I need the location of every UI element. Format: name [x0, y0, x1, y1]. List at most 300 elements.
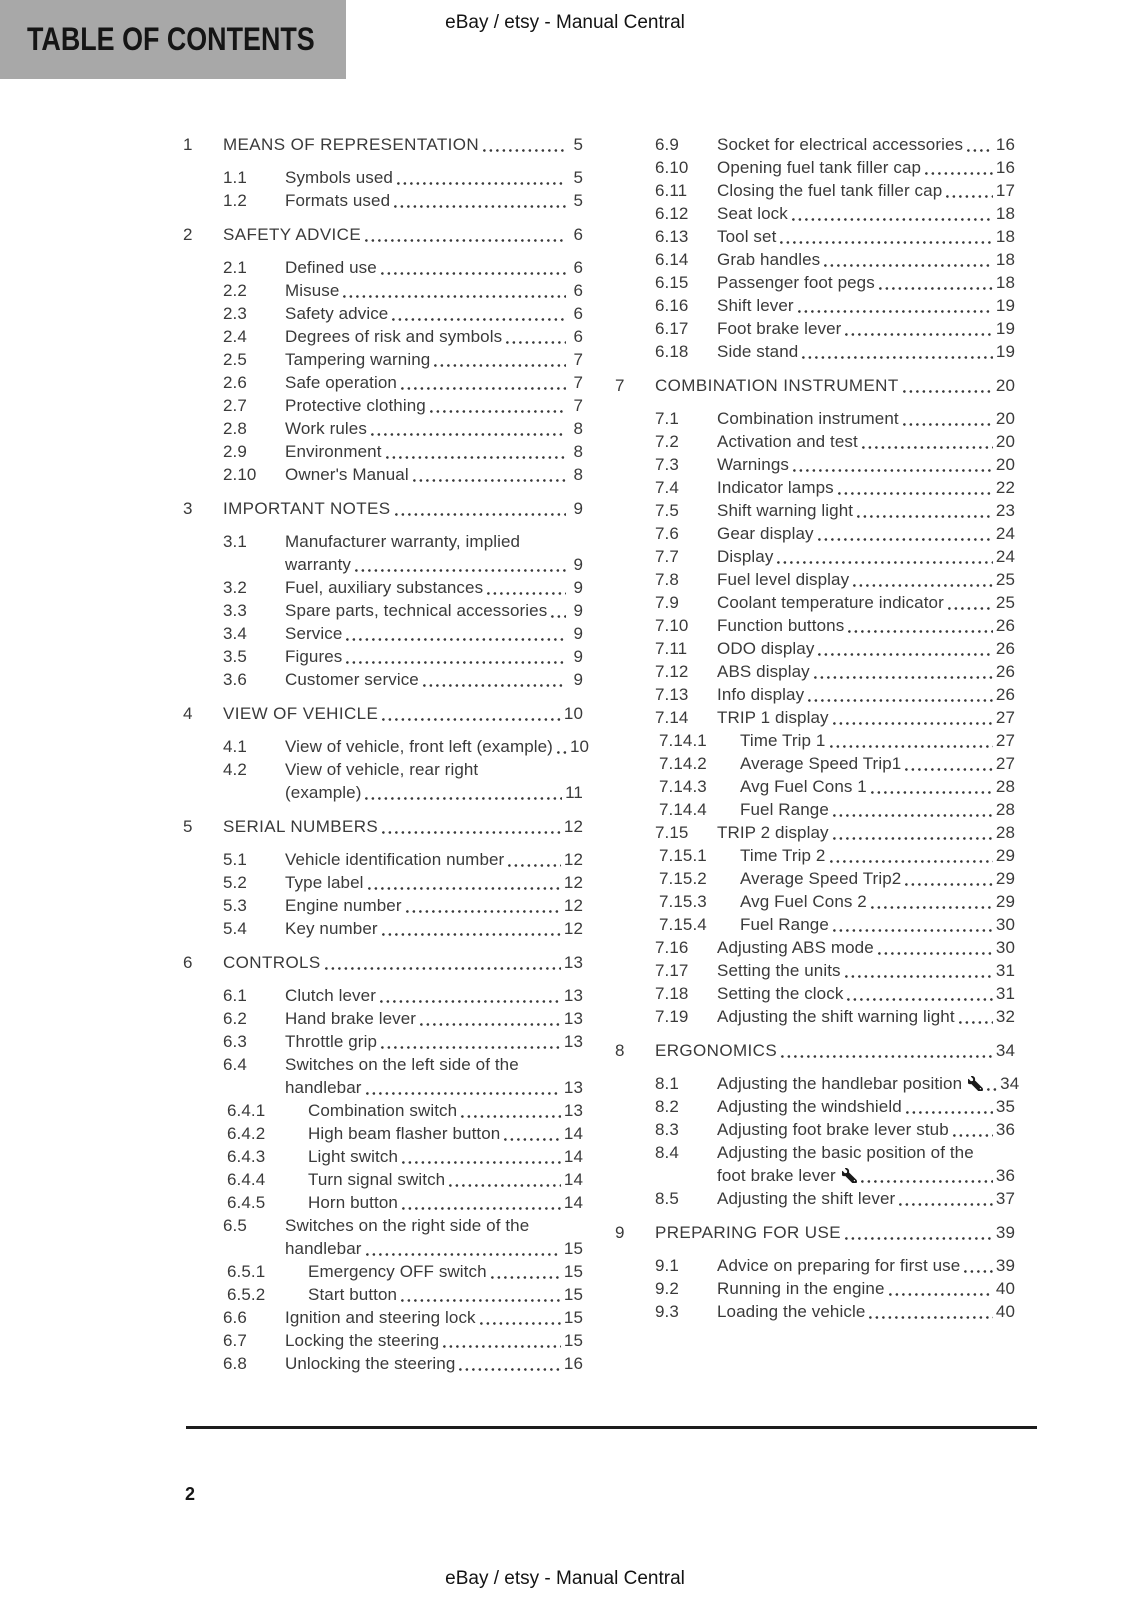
- toc-entry: [183, 1214, 583, 1260]
- toc-column-left: [183, 133, 590, 1375]
- toc-entry-number: 8: [615, 1041, 625, 1060]
- toc-entry-page: 11: [565, 783, 583, 802]
- toc-entry: [615, 1118, 1015, 1141]
- toc-entry-number: 6.4.1: [227, 1101, 266, 1120]
- toc-entry: [615, 407, 1015, 430]
- dot-leader: [459, 1368, 560, 1371]
- dot-leader: [808, 699, 993, 702]
- toc-entry-page: 8: [573, 419, 583, 438]
- toc-entry: [615, 499, 1015, 522]
- toc-entry-title: Time Trip 1: [740, 731, 826, 750]
- dot-leader: [382, 831, 561, 834]
- toc-entry-page: 34: [995, 1041, 1015, 1060]
- toc-entry-page: 36: [995, 1120, 1015, 1139]
- dot-leader: [845, 975, 993, 978]
- toc-entry: [183, 1329, 583, 1352]
- toc-entry-page: 28: [995, 777, 1015, 796]
- toc-entry-title: Figures: [285, 647, 343, 666]
- toc-entry-title: Combination switch: [308, 1101, 458, 1120]
- toc-entry-number: 7.15.2: [659, 869, 707, 888]
- dot-leader: [830, 860, 993, 863]
- toc-entry-title: Locking the steering: [285, 1331, 440, 1350]
- toc-entry-number: 3.3: [223, 601, 247, 620]
- toc-entry-number: 7.11: [655, 639, 688, 658]
- toc-entry-number: 7.2: [655, 432, 679, 451]
- toc-entry-title: Opening fuel tank filler cap: [717, 158, 922, 177]
- toc-entry-page: 9: [573, 670, 583, 689]
- toc-entry-title: Adjusting the basic position of the: [717, 1143, 974, 1162]
- toc-entry-page: 13: [563, 1009, 583, 1028]
- toc-entry-number: 6.17: [655, 319, 689, 338]
- toc-entry: [615, 1254, 1015, 1277]
- toc-entry: [183, 758, 583, 804]
- dot-leader: [833, 837, 993, 840]
- toc-entry-title: Adjusting the shift lever: [717, 1189, 896, 1208]
- toc-entry-number: 4.1: [223, 737, 247, 756]
- dot-leader: [878, 952, 993, 955]
- toc-entry-title: Misuse: [285, 281, 340, 300]
- dot-leader: [366, 1092, 561, 1095]
- toc-entry: [183, 917, 583, 940]
- toc-entry: [615, 340, 1015, 363]
- toc-entry-title: Switches on the right side of the: [285, 1216, 530, 1235]
- dot-leader: [857, 515, 993, 518]
- toc-entry-title: Advice on preparing for first use: [717, 1256, 961, 1275]
- dot-leader: [366, 1253, 561, 1256]
- toc-entry: [615, 890, 1015, 913]
- toc-entry-page: 13: [563, 1101, 583, 1120]
- toc-entry-number: 6.3: [223, 1032, 247, 1051]
- toc-entry-page: 9: [573, 601, 583, 620]
- toc-entry-page: 19: [995, 319, 1015, 338]
- toc-entry-number: 9.2: [655, 1279, 679, 1298]
- toc-entry-number: 5.3: [223, 896, 247, 915]
- toc-entry-page: 15: [563, 1331, 583, 1350]
- toc-entry-number: 7.14.2: [659, 754, 707, 773]
- toc-entry-title: Seat lock: [717, 204, 788, 223]
- toc-entry-page: 12: [563, 817, 583, 836]
- toc-entry-title: Display: [717, 547, 774, 566]
- dot-leader: [833, 722, 993, 725]
- toc-entry-title: Degrees of risk and symbols: [285, 327, 503, 346]
- toc-entry-title: Average Speed Trip1: [740, 754, 902, 773]
- toc-entry-title: Socket for electrical accessories: [717, 135, 964, 154]
- toc-entry: [183, 1168, 583, 1191]
- toc-entry-page: 13: [563, 1078, 583, 1097]
- toc-entry-page: 40: [995, 1302, 1015, 1321]
- dot-leader: [401, 387, 566, 390]
- toc-entry: [615, 1221, 1015, 1244]
- toc-entry-title: IMPORTANT NOTES: [223, 499, 391, 518]
- toc-entry-number: 9.3: [655, 1302, 679, 1321]
- dot-leader: [780, 241, 993, 244]
- toc-entry-page: 5: [573, 191, 583, 210]
- toc-entry-number: 8.1: [655, 1074, 679, 1093]
- toc-entry-page: 20: [995, 455, 1015, 474]
- toc-entry-number: 7.13: [655, 685, 689, 704]
- toc-entry-number: 8.2: [655, 1097, 679, 1116]
- toc-entry-number: 7.17: [655, 961, 689, 980]
- toc-entry: [183, 189, 583, 212]
- toc-entry-page: 39: [995, 1256, 1015, 1275]
- toc-entry-page: 10: [569, 737, 590, 756]
- toc-entry-title: Fuel Range: [740, 800, 829, 819]
- toc-entry-number: 7.3: [655, 455, 679, 474]
- toc-entry-title: Start button: [308, 1285, 398, 1304]
- toc-entry: [183, 497, 583, 520]
- toc-entry-number: 8.3: [655, 1120, 679, 1139]
- toc-entry-title: Work rules: [285, 419, 367, 438]
- dot-leader: [889, 1293, 993, 1296]
- toc-entry-page: 7: [573, 396, 583, 415]
- toc-entry-page: 28: [995, 800, 1015, 819]
- toc-entry: [615, 821, 1015, 844]
- toc-entry-title: CONTROLS: [223, 953, 321, 972]
- dot-leader: [382, 933, 561, 936]
- toc-entry-number: 3.1: [223, 532, 247, 551]
- dot-leader: [443, 1345, 561, 1348]
- toc-entry-title: Setting the clock: [717, 984, 844, 1003]
- toc-entry-page: 18: [995, 250, 1015, 269]
- toc-entry-page: 35: [995, 1097, 1015, 1116]
- toc-entry: [183, 463, 583, 486]
- dot-leader: [395, 513, 566, 516]
- dot-leader: [861, 1180, 993, 1183]
- toc-entry-page: 18: [995, 204, 1015, 223]
- toc-entry-page: 24: [995, 524, 1015, 543]
- dot-leader: [397, 182, 566, 185]
- toc-entry: [615, 430, 1015, 453]
- dot-leader: [402, 1207, 561, 1210]
- toc-entry: [183, 371, 583, 394]
- toc-entry-title: Clutch lever: [285, 986, 376, 1005]
- dot-leader: [487, 592, 566, 595]
- toc-entry-title: Ignition and steering lock: [285, 1308, 476, 1327]
- toc-entry-page: 13: [563, 986, 583, 1005]
- toc-entry: [615, 1300, 1015, 1323]
- toc-entry-number: 6.18: [655, 342, 689, 361]
- toc-entry-page: 6: [573, 327, 583, 346]
- dot-leader: [903, 423, 993, 426]
- toc-entry-page: 19: [995, 342, 1015, 361]
- toc-entry: [615, 867, 1015, 890]
- toc-entry-title: Symbols used: [285, 168, 393, 187]
- toc-entry-number: 6.9: [655, 135, 679, 154]
- toc-entry: [615, 271, 1015, 294]
- toc-entry-title: Average Speed Trip2: [740, 869, 902, 888]
- dot-leader: [964, 1270, 993, 1273]
- toc-entry-page: 29: [995, 846, 1015, 865]
- toc-entry: [615, 729, 1015, 752]
- toc-entry: [615, 1005, 1015, 1028]
- toc-entry-page: 17: [995, 181, 1015, 200]
- toc-entry-number: 6.5.2: [227, 1285, 266, 1304]
- toc-entry-title: COMBINATION INSTRUMENT: [655, 376, 899, 395]
- toc-entry-title: MEANS OF REPRESENTATION: [223, 135, 480, 154]
- toc-entry-number: 7.18: [655, 984, 689, 1003]
- toc-entry-number: 4: [183, 704, 193, 723]
- toc-entry-title: ERGONOMICS: [655, 1041, 778, 1060]
- toc-entry-number: 6.2: [223, 1009, 247, 1028]
- toc-entry: [615, 545, 1015, 568]
- toc-entry-title: Engine number: [285, 896, 402, 915]
- toc-entry: [183, 256, 583, 279]
- toc-entry: [183, 348, 583, 371]
- toc-entry-title: Safety advice: [285, 304, 389, 323]
- toc-entry-number: 7.14.1: [659, 731, 707, 750]
- toc-entry-title: Service: [285, 624, 343, 643]
- dot-leader: [392, 318, 566, 321]
- toc-entry-number: 6.5.1: [227, 1262, 266, 1281]
- dot-leader: [346, 638, 566, 641]
- toc-entry-title: Environment: [285, 442, 382, 461]
- toc-entry-title: Throttle grip: [285, 1032, 378, 1051]
- toc-entry-number: 2.2: [223, 281, 247, 300]
- toc-entry-number: 7.16: [655, 938, 689, 957]
- dot-leader: [959, 1021, 993, 1024]
- toc-entry-page: 14: [563, 1193, 583, 1212]
- toc-entry-title: Adjusting the shift warning light: [717, 1007, 955, 1026]
- toc-entry-number: 6.4.5: [227, 1193, 266, 1212]
- toc-entry: [615, 936, 1015, 959]
- toc-entry: [615, 225, 1015, 248]
- toc-entry-number: 9.1: [655, 1256, 679, 1275]
- dot-leader: [967, 149, 993, 152]
- dot-leader: [401, 1299, 561, 1302]
- toc-entry-number: 2.10: [223, 465, 257, 484]
- toc-entry-page: 12: [563, 850, 583, 869]
- toc-entry-page: 20: [995, 432, 1015, 451]
- dot-leader: [406, 910, 561, 913]
- toc-entry-title: Avg Fuel Cons 1: [740, 777, 867, 796]
- dot-leader: [899, 1203, 993, 1206]
- toc-entry-title: Closing the fuel tank filler cap: [717, 181, 943, 200]
- toc-entry-number: 2.1: [223, 258, 247, 277]
- toc-entry: [615, 683, 1015, 706]
- dot-leader: [423, 684, 566, 687]
- toc-entry-page: 39: [995, 1223, 1015, 1242]
- toc-entry: [615, 982, 1015, 1005]
- toc-entry-title: Foot brake lever: [717, 319, 842, 338]
- toc-entry-number: 6.4.4: [227, 1170, 266, 1189]
- toc-entry-number: 3.6: [223, 670, 247, 689]
- toc-entry-page: 16: [995, 135, 1015, 154]
- header-watermark-text: eBay / etsy - Manual Central: [445, 12, 685, 33]
- toc-entry-page: 20: [995, 409, 1015, 428]
- toc-entry: [183, 279, 583, 302]
- dot-leader: [869, 1316, 992, 1319]
- toc-entry-number: 6.5: [223, 1216, 247, 1235]
- dot-leader: [798, 310, 993, 313]
- toc-entry-page: 28: [995, 823, 1015, 842]
- dot-leader: [946, 195, 993, 198]
- toc-entry-page: 6: [573, 281, 583, 300]
- toc-entry-page: 10: [563, 704, 583, 723]
- dot-leader: [355, 569, 566, 572]
- toc-entry-number: 2.6: [223, 373, 247, 392]
- toc-entry: [183, 440, 583, 463]
- toc-entry-title: VIEW OF VEHICLE: [223, 704, 379, 723]
- toc-entry-title: Switches on the left side of the: [285, 1055, 519, 1074]
- toc-entry-page: 25: [995, 570, 1015, 589]
- toc-entry-title: Fuel, auxiliary substances: [285, 578, 484, 597]
- toc-entry-number: 6.7: [223, 1331, 247, 1350]
- toc-entry-title: Type label: [285, 873, 364, 892]
- toc-entry-number: 6: [183, 953, 193, 972]
- toc-entry: [615, 317, 1015, 340]
- toc-entry-page: 19: [995, 296, 1015, 315]
- toc-entry-page: 8: [573, 442, 583, 461]
- toc-entry-title: Grab handles: [717, 250, 821, 269]
- dot-leader: [386, 456, 566, 459]
- toc-entry-page: 30: [995, 915, 1015, 934]
- toc-entry: [615, 294, 1015, 317]
- toc-entry-number: 7.10: [655, 616, 689, 635]
- toc-entry-number: 8.4: [655, 1143, 679, 1162]
- dot-leader: [793, 469, 993, 472]
- toc-entry-number: 6.4.2: [227, 1124, 266, 1143]
- toc-entry: [615, 591, 1015, 614]
- toc-entry: [183, 1352, 583, 1375]
- toc-entry-number: 7.5: [655, 501, 679, 520]
- toc-entry-page: 26: [995, 616, 1015, 635]
- toc-entry-title: Side stand: [717, 342, 799, 361]
- toc-entry-page: 18: [995, 273, 1015, 292]
- dot-leader: [381, 272, 566, 275]
- toc-entry: [183, 530, 583, 576]
- toc-entry-title: Passenger foot pegs: [717, 273, 875, 292]
- toc-entry-page: 29: [995, 892, 1015, 911]
- toc-entry-title: Info display: [717, 685, 805, 704]
- toc-entry: [615, 798, 1015, 821]
- toc-column-right: [615, 133, 1020, 1323]
- toc-entry: [183, 894, 583, 917]
- toc-entry-number: 5.1: [223, 850, 247, 869]
- toc-entry-number: 6.12: [655, 204, 689, 223]
- toc-entry: [615, 568, 1015, 591]
- toc-entry-title: Running in the engine: [717, 1279, 885, 1298]
- toc-entry: [183, 1030, 583, 1053]
- toc-entry-number: 6.11: [655, 181, 688, 200]
- dot-leader: [777, 561, 992, 564]
- toc-entry-title: Adjusting the handlebar position: [717, 1072, 983, 1095]
- dot-leader: [508, 864, 561, 867]
- toc-entry-title: Tool set: [717, 227, 777, 246]
- toc-entry: [615, 1187, 1015, 1210]
- dot-leader: [905, 768, 993, 771]
- toc-entry-page: 9: [573, 555, 583, 574]
- toc-entry: [615, 959, 1015, 982]
- dot-leader: [925, 172, 993, 175]
- toc-entry-page: 15: [563, 1285, 583, 1304]
- page-number: 2: [185, 1484, 196, 1504]
- toc-entry-page: 8: [573, 465, 583, 484]
- dot-leader: [848, 630, 993, 633]
- dot-leader: [551, 615, 566, 618]
- toc-entry-title: High beam flasher button: [308, 1124, 501, 1143]
- dot-leader: [380, 1000, 561, 1003]
- toc-entry: [615, 660, 1015, 683]
- dot-leader: [413, 479, 566, 482]
- toc-entry-title: warranty: [285, 555, 351, 574]
- dot-leader: [792, 218, 993, 221]
- toc-entry-title: Shift warning light: [717, 501, 854, 520]
- toc-entry: [615, 374, 1015, 397]
- dot-leader: [461, 1115, 561, 1118]
- toc-entry-number: 7: [615, 376, 625, 395]
- toc-entry-title: Turn signal switch: [308, 1170, 446, 1189]
- dot-leader: [506, 341, 566, 344]
- toc-entry-page: 29: [995, 869, 1015, 888]
- toc-entry-title: Safe operation: [285, 373, 397, 392]
- toc-entry: [183, 1191, 583, 1214]
- toc-entry-page: 31: [995, 984, 1015, 1003]
- toc-entry-title: Warnings: [717, 455, 789, 474]
- toc-entry-title: Indicator lamps: [717, 478, 834, 497]
- toc-entry-title: Adjusting ABS mode: [717, 938, 874, 957]
- toc-entry-number: 8.5: [655, 1189, 679, 1208]
- dot-leader: [905, 883, 993, 886]
- toc-entry-page: 5: [573, 168, 583, 187]
- page-title: TABLE OF CONTENTS: [27, 21, 315, 57]
- toc-entry-page: 15: [563, 1262, 583, 1281]
- dot-leader: [862, 446, 993, 449]
- toc-entry-number: 7.8: [655, 570, 679, 589]
- toc-entry-number: 3.2: [223, 578, 247, 597]
- toc-entry: [615, 156, 1015, 179]
- dot-leader: [953, 1134, 993, 1137]
- toc-entry-page: 14: [563, 1147, 583, 1166]
- toc-entry-page: 5: [573, 135, 583, 154]
- toc-entry-title: ODO display: [717, 639, 815, 658]
- toc-entry-number: 6.4: [223, 1055, 247, 1074]
- toc-entry-number: 5.4: [223, 919, 247, 938]
- toc-entry-page: 34: [1000, 1074, 1020, 1093]
- toc-entry-page: 22: [995, 478, 1015, 497]
- toc-entry-page: 12: [563, 896, 583, 915]
- toc-entry-number: 2.3: [223, 304, 247, 323]
- dot-leader: [430, 410, 566, 413]
- toc-entry-title: Protective clothing: [285, 396, 426, 415]
- dot-leader: [814, 676, 993, 679]
- toc-entry: [183, 1283, 583, 1306]
- toc-entry-title: Coolant temperature indicator: [717, 593, 944, 612]
- toc-entry-title: Defined use: [285, 258, 377, 277]
- wrench-icon: [842, 1168, 857, 1183]
- toc-entry: [615, 476, 1015, 499]
- toc-entry-page: 16: [563, 1354, 583, 1373]
- toc-entry-page: 12: [563, 919, 583, 938]
- toc-entry-page: 27: [995, 708, 1015, 727]
- toc-entry-page: 14: [563, 1170, 583, 1189]
- toc-entry-page: 12: [563, 873, 583, 892]
- dot-leader: [346, 661, 566, 664]
- toc-entry: [615, 775, 1015, 798]
- toc-entry-page: 6: [573, 225, 583, 244]
- toc-entry-page: 9: [573, 647, 583, 666]
- toc-entry: [615, 248, 1015, 271]
- toc-entry-number: 7.15.4: [659, 915, 707, 934]
- dot-leader: [948, 607, 993, 610]
- toc-entry: [183, 599, 583, 622]
- toc-entry: [615, 202, 1015, 225]
- toc-entry-number: 7.14.3: [659, 777, 707, 796]
- toc-entry-title: Gear display: [717, 524, 814, 543]
- dot-leader: [480, 1322, 561, 1325]
- dot-leader: [491, 1276, 561, 1279]
- toc-entry-title: Setting the units: [717, 961, 841, 980]
- dot-leader: [903, 390, 993, 393]
